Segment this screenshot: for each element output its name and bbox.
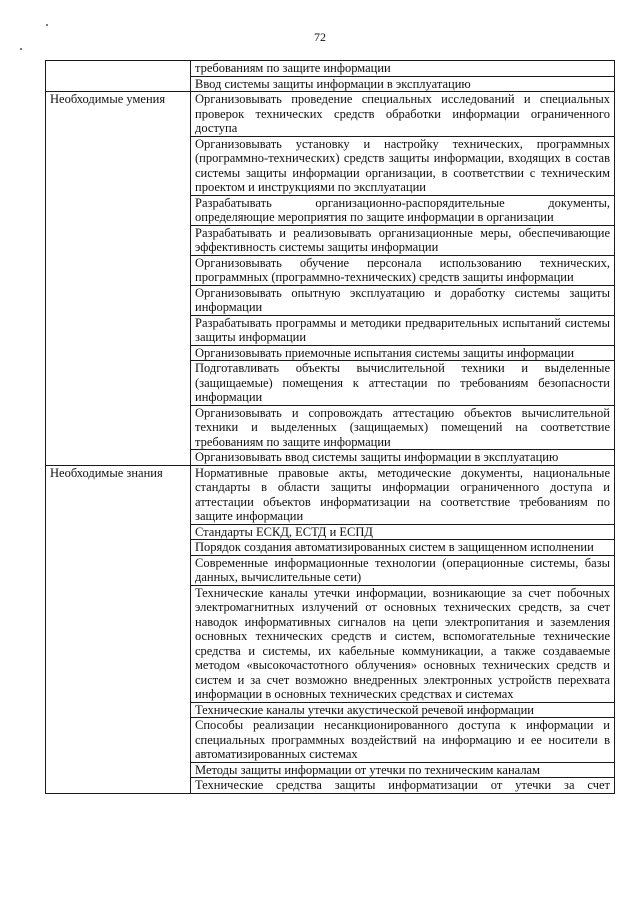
table-row	[46, 92, 615, 137]
table-cell: Ввод системы защиты информации в эксплуатацию	[191, 76, 615, 92]
requirements-table	[45, 60, 615, 794]
table-cell: Технические каналы утечки информации, возникающие за счет побочных электромагнитных излучений от основных технических средств, за счет наводок информативных сигналов на цепи электропитания и заземления основных технических средств и систем, вспомогательные технические средства и системы, их кабельные коммуникации, а также создаваемые методом «высокочастотного облучения» основных технических средств и систем и за счет возможно внедренных электронных устройств перехвата информации в основных технических средствах и системах	[191, 585, 615, 702]
table-cell: Организовывать проведение специальных исследований и специальных проверок технических средств обработки информации ограниченного доступа	[191, 92, 615, 137]
table-cell: требованиям по защите информации	[191, 61, 615, 77]
table-cell: Технические каналы утечки акустической речевой информации	[191, 702, 615, 718]
table-cell: Порядок создания автоматизированных систем в защищенном исполнении	[191, 540, 615, 556]
table-cell: Организовывать установку и настройку технических, программных (программно-технических) средств защиты информации, входящих в состав системы защиты информации организации, в соответствии с техническим проектом и инструкциями по эксплуатации	[191, 136, 615, 195]
table-cell: Методы защиты информации от утечки по техническим каналам	[191, 762, 615, 778]
category-cell	[46, 61, 191, 92]
table-cell: Организовывать и сопровождать аттестацию объектов вычислительной техники и выделенных (защищаемых) помещений на соответствие требованиям по защите информации	[191, 405, 615, 450]
scan-speck	[46, 24, 48, 26]
table-cell: Организовывать опытную эксплуатацию и доработку системы защиты информации	[191, 285, 615, 315]
table-cell: Стандарты ЕСКД, ЕСТД и ЕСПД	[191, 524, 615, 540]
scan-speck	[20, 48, 22, 50]
table-cell: Разрабатывать программы и методики предварительных испытаний системы защиты информации	[191, 315, 615, 345]
table-cell: Нормативные правовые акты, методические документы, национальные стандарты в области защиты информации ограниченного доступа и аттестации объектов информатизации на соответствие требованиям по защите информации	[191, 465, 615, 524]
table-cell: Современные информационные технологии (операционные системы, базы данных, вычислительные сети)	[191, 555, 615, 585]
table-cell: Разрабатывать и реализовывать организационные меры, обеспечивающие эффективность системы защиты информации	[191, 225, 615, 255]
category-cell: Необходимые знания	[46, 465, 191, 793]
table-cell: Способы реализации несанкционированного доступа к информации и специальных программных воздействий на информацию и ее носители в автоматизированных системах	[191, 718, 615, 763]
table-cell: Технические средства защиты информатизации от утечки за счет	[191, 778, 615, 794]
table-row	[46, 465, 615, 524]
table-cell: Организовывать обучение персонала использованию технических, программных (программно-технических) средств защиты информации	[191, 255, 615, 285]
table-cell: Подготавливать объекты вычислительной техники и выделенные (защищаемые) помещения к аттестации по требованиям безопасности информации	[191, 361, 615, 406]
category-cell: Необходимые умения	[46, 92, 191, 466]
table-cell: Разрабатывать организационно-распорядительные документы, определяющие мероприятия по защите информации в организации	[191, 195, 615, 225]
page-number: 72	[314, 30, 326, 44]
table-row	[46, 61, 615, 77]
table-cell: Организовывать ввод системы защиты информации в эксплуатацию	[191, 450, 615, 466]
table-cell: Организовывать приемочные испытания системы защиты информации	[191, 345, 615, 361]
